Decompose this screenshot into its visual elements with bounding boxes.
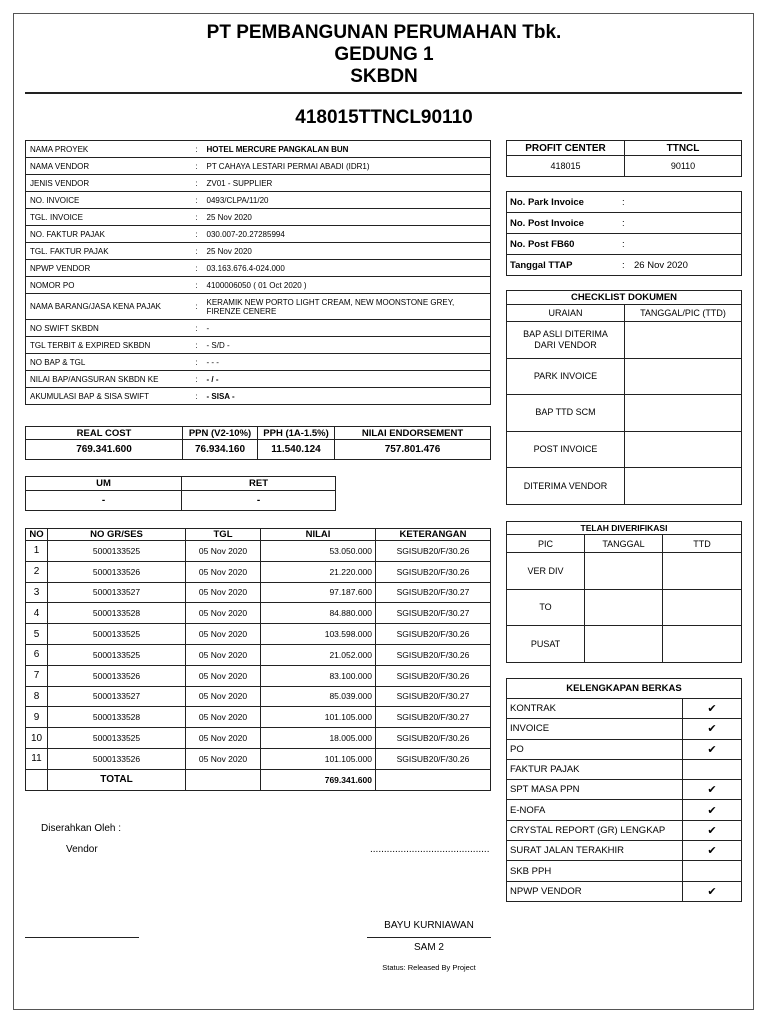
verifikasi-header-pic: PIC [507, 535, 585, 553]
verifikasi-row [507, 589, 742, 626]
info-value: - / - [203, 371, 491, 388]
info-colon: : [191, 243, 203, 260]
gr-row-keterangan: SGISUB20/F/30.26 [376, 644, 491, 665]
gr-header-gr: NO GR/SES [48, 529, 186, 541]
check-mark-icon[interactable]: ✔ [683, 699, 742, 719]
info-row [26, 354, 491, 371]
verifikasi-title: TELAH DIVERIFIKASI [507, 522, 742, 535]
gr-row-value: 101.105.000 [261, 707, 376, 728]
gr-header-nilai: NILAI [261, 529, 376, 541]
check-mark-icon[interactable]: ✔ [683, 800, 742, 820]
invoice-info-label: No. Post FB60 [510, 238, 575, 250]
vendor-signature-dots: ........................................... [370, 844, 490, 855]
info-row [26, 226, 491, 243]
info-label: NO BAP & TGL [26, 354, 191, 371]
gr-row [26, 686, 491, 707]
company-name: PT PEMBANGUNAN PERUMAHAN Tbk. [206, 22, 562, 43]
info-label: NAMA VENDOR [26, 158, 191, 175]
invoice-info-colon: : [622, 217, 625, 229]
kelengkapan-row [507, 820, 742, 840]
info-colon: : [191, 209, 203, 226]
gr-row-no: 5 [26, 624, 48, 645]
info-label: NOMOR PO [26, 277, 191, 294]
kelengkapan-item: CRYSTAL REPORT (GR) LENGKAP [507, 820, 683, 840]
info-label: TGL. INVOICE [26, 209, 191, 226]
ttncl-header: TTNCL [625, 141, 742, 156]
info-row [26, 209, 491, 226]
info-value: 4100006050 ( 01 Oct 2020 ) [203, 277, 491, 294]
pph-value: 11.540.124 [258, 440, 335, 460]
checklist-item: BAP ASLI DITERIMA DARI VENDOR [507, 322, 625, 359]
gr-row-number: 5000133528 [48, 707, 186, 728]
kelengkapan-row [507, 699, 742, 719]
gr-row [26, 707, 491, 728]
info-colon: : [191, 371, 203, 388]
info-label: TGL. FAKTUR PAJAK [26, 243, 191, 260]
gr-row-date: 05 Nov 2020 [186, 603, 261, 624]
info-colon: : [191, 294, 203, 320]
info-row [26, 243, 491, 260]
info-colon: : [191, 226, 203, 243]
gr-row-number: 5000133525 [48, 624, 186, 645]
info-row [26, 158, 491, 175]
gr-row-keterangan: SGISUB20/F/30.26 [376, 748, 491, 769]
info-row [26, 371, 491, 388]
gr-row-number: 5000133525 [48, 728, 186, 749]
info-value: 25 Nov 2020 [203, 243, 491, 260]
gr-row-number: 5000133525 [48, 541, 186, 562]
verifikasi-date-cell[interactable] [585, 626, 663, 663]
gr-row-value: 83.100.000 [261, 665, 376, 686]
signature-line-right [367, 937, 491, 938]
ttncl-value: 90110 [625, 156, 742, 177]
gr-row-keterangan: SGISUB20/F/30.27 [376, 707, 491, 728]
verifikasi-header-ttd: TTD [663, 535, 742, 553]
invoice-info-label: No. Post Invoice [510, 217, 584, 229]
diserahkan-label: Diserahkan Oleh : [41, 823, 122, 834]
invoice-info-colon: : [622, 196, 625, 208]
kelengkapan-row [507, 719, 742, 739]
gr-row-keterangan: SGISUB20/F/30.27 [376, 582, 491, 603]
gr-row-keterangan: SGISUB20/F/30.26 [376, 624, 491, 645]
gr-row-no: 2 [26, 561, 48, 582]
verifikasi-pic: VER DIV [507, 553, 585, 590]
info-value: 03.163.676.4-024.000 [203, 260, 491, 277]
kelengkapan-row [507, 800, 742, 820]
invoice-info-row [507, 192, 742, 213]
checklist-item: POST INVOICE [507, 431, 625, 468]
gr-header-tgl: TGL [186, 529, 261, 541]
check-mark-icon[interactable]: ✔ [683, 780, 742, 800]
kelengkapan-item: KONTRAK [507, 699, 683, 719]
kelengkapan-item: INVOICE [507, 719, 683, 739]
gr-row-value: 21.220.000 [261, 561, 376, 582]
gr-row-number: 5000133526 [48, 748, 186, 769]
kelengkapan-item: SURAT JALAN TERAKHIR [507, 841, 683, 861]
gr-row-number: 5000133527 [48, 686, 186, 707]
info-label: NPWP VENDOR [26, 260, 191, 277]
info-value: - [203, 320, 491, 337]
signature-line-left [25, 937, 139, 938]
gr-row-value: 53.050.000 [261, 541, 376, 562]
signer-name: BAYU KURNIAWAN [384, 920, 474, 931]
status-text: Status: Released By Project [382, 963, 476, 972]
profit-center-table [506, 140, 742, 177]
gr-row-date: 05 Nov 2020 [186, 582, 261, 603]
checklist-item: PARK INVOICE [507, 358, 625, 395]
invoice-info-table [506, 191, 742, 276]
verifikasi-pic: PUSAT [507, 626, 585, 663]
checklist-item: DITERIMA VENDOR [507, 468, 625, 505]
cost-header: PPN (V2-10%) [183, 427, 258, 440]
gr-row [26, 748, 491, 769]
checklist-title: CHECKLIST DOKUMEN [507, 291, 742, 305]
verifikasi-pic: TO [507, 589, 585, 626]
signer-title: SAM 2 [413, 942, 444, 953]
checklist-signature-cell[interactable] [625, 322, 742, 359]
info-label: AKUMULASI BAP & SISA SWIFT [26, 388, 191, 405]
checklist-item: BAP TTD SCM [507, 395, 625, 432]
gr-row-number: 5000133528 [48, 603, 186, 624]
invoice-info-label: Tanggal TTAP [510, 259, 573, 271]
invoice-info-row [507, 255, 742, 276]
ppn-value: 76.934.160 [183, 440, 258, 460]
header-divider [25, 92, 742, 94]
invoice-info-colon: : [622, 259, 625, 271]
verifikasi-row [507, 553, 742, 590]
checklist-row [507, 468, 742, 505]
gr-row-value: 84.880.000 [261, 603, 376, 624]
gr-row-no: 8 [26, 686, 48, 707]
gr-row-date: 05 Nov 2020 [186, 644, 261, 665]
invoice-info-row [507, 234, 742, 255]
checklist-row [507, 395, 742, 432]
gr-row [26, 728, 491, 749]
cost-table [25, 426, 491, 460]
gr-row-date: 05 Nov 2020 [186, 728, 261, 749]
kelengkapan-row [507, 881, 742, 901]
gr-row-value: 85.039.000 [261, 686, 376, 707]
total-value: 769.341.600 [261, 769, 376, 790]
kelengkapan-item: SKB PPH [507, 861, 683, 881]
info-label: NAMA BARANG/JASA KENA PAJAK [26, 294, 191, 320]
check-mark-icon[interactable] [683, 759, 742, 779]
info-colon: : [191, 388, 203, 405]
checklist-row [507, 358, 742, 395]
check-mark-icon[interactable]: ✔ [683, 739, 742, 759]
gr-row-date: 05 Nov 2020 [186, 665, 261, 686]
kelengkapan-title: KELENGKAPAN BERKAS [507, 679, 742, 699]
gr-row-no: 4 [26, 603, 48, 624]
um-value: - [26, 491, 182, 511]
um-header: UM [26, 477, 182, 491]
info-row [26, 388, 491, 405]
info-value: 0493/CLPA/11/20 [203, 192, 491, 209]
cost-header: PPH (1A-1.5%) [258, 427, 335, 440]
info-value: 25 Nov 2020 [203, 209, 491, 226]
gr-row-no: 1 [26, 541, 48, 562]
gr-row [26, 644, 491, 665]
gr-row-keterangan: SGISUB20/F/30.26 [376, 541, 491, 562]
info-row [26, 320, 491, 337]
kelengkapan-item: FAKTUR PAJAK [507, 759, 683, 779]
vendor-label: Vendor [66, 844, 98, 855]
kelengkapan-row [507, 759, 742, 779]
gr-header-no: NO [26, 529, 48, 541]
info-label: JENIS VENDOR [26, 175, 191, 192]
gr-row [26, 624, 491, 645]
kelengkapan-item: NPWP VENDOR [507, 881, 683, 901]
checklist-signature-cell[interactable] [625, 468, 742, 505]
doc-code: 418015TTNCL90110 [295, 107, 473, 128]
info-colon: : [191, 320, 203, 337]
check-mark-icon[interactable] [683, 861, 742, 881]
real-cost-value: 769.341.600 [26, 440, 183, 460]
checklist-signature-cell[interactable] [625, 431, 742, 468]
checklist-signature-cell[interactable] [625, 395, 742, 432]
gr-row-value: 18.005.000 [261, 728, 376, 749]
checklist-header-tanggal: TANGGAL/PIC (TTD) [625, 305, 742, 322]
info-label: NAMA PROYEK [26, 141, 191, 158]
gr-row-number: 5000133526 [48, 561, 186, 582]
check-mark-icon[interactable]: ✔ [683, 881, 742, 901]
check-mark-icon[interactable]: ✔ [683, 719, 742, 739]
endorsement-value: 757.801.476 [335, 440, 491, 460]
kelengkapan-item: PO [507, 739, 683, 759]
gr-row-value: 97.187.600 [261, 582, 376, 603]
invoice-info-label: No. Park Invoice [510, 196, 584, 208]
gr-row [26, 561, 491, 582]
gr-row [26, 541, 491, 562]
gr-row-number: 5000133526 [48, 665, 186, 686]
verifikasi-ttd-cell[interactable] [663, 589, 742, 626]
gr-row-date: 05 Nov 2020 [186, 624, 261, 645]
gr-row-number: 5000133527 [48, 582, 186, 603]
gr-row-no: 11 [26, 748, 48, 769]
um-ret-table [25, 476, 336, 511]
verifikasi-header-tanggal: TANGGAL [585, 535, 663, 553]
gr-row-value: 21.052.000 [261, 644, 376, 665]
info-value: ZV01 - SUPPLIER [203, 175, 491, 192]
checklist-table [506, 290, 742, 505]
checklist-signature-cell[interactable] [625, 358, 742, 395]
gr-row-number: 5000133525 [48, 644, 186, 665]
info-label: TGL TERBIT & EXPIRED SKBDN [26, 337, 191, 354]
info-value: HOTEL MERCURE PANGKALAN BUN [203, 141, 491, 158]
gr-row-date: 05 Nov 2020 [186, 541, 261, 562]
gr-row-date: 05 Nov 2020 [186, 707, 261, 728]
gr-row-date: 05 Nov 2020 [186, 748, 261, 769]
cost-header: REAL COST [26, 427, 183, 440]
info-row [26, 277, 491, 294]
verifikasi-ttd-cell[interactable] [663, 626, 742, 663]
gr-row-keterangan: SGISUB20/F/30.26 [376, 728, 491, 749]
kelengkapan-table [506, 678, 742, 902]
kelengkapan-row [507, 841, 742, 861]
info-colon: : [191, 192, 203, 209]
info-label: NO SWIFT SKBDN [26, 320, 191, 337]
info-row [26, 141, 491, 158]
info-colon: : [191, 277, 203, 294]
gr-table [25, 528, 491, 791]
gr-row-no: 9 [26, 707, 48, 728]
info-colon: : [191, 175, 203, 192]
ret-value: - [182, 491, 336, 511]
info-value: KERAMIK NEW PORTO LIGHT CREAM, NEW MOONSTONE GREY, FIRENZE CENERE [203, 294, 491, 320]
building-name: GEDUNG 1 [334, 44, 434, 65]
profit-center-header: PROFIT CENTER [507, 141, 625, 156]
info-colon: : [191, 260, 203, 277]
checklist-row [507, 431, 742, 468]
checklist-row [507, 322, 742, 359]
kelengkapan-row [507, 780, 742, 800]
info-colon: : [191, 158, 203, 175]
info-colon: : [191, 354, 203, 371]
gr-row-no: 10 [26, 728, 48, 749]
gr-row-no: 7 [26, 665, 48, 686]
invoice-info-row [507, 213, 742, 234]
gr-row-keterangan: SGISUB20/F/30.27 [376, 603, 491, 624]
info-colon: : [191, 337, 203, 354]
gr-row-keterangan: SGISUB20/F/30.26 [376, 665, 491, 686]
gr-row [26, 603, 491, 624]
gr-row-no: 6 [26, 644, 48, 665]
info-row [26, 337, 491, 354]
doc-type: SKBDN [350, 66, 418, 87]
gr-row-date: 05 Nov 2020 [186, 686, 261, 707]
info-value: - S/D - [203, 337, 491, 354]
total-label: TOTAL [48, 769, 186, 790]
gr-row-no: 3 [26, 582, 48, 603]
kelengkapan-row [507, 861, 742, 881]
invoice-info-colon: : [622, 238, 625, 250]
gr-row-date: 05 Nov 2020 [186, 561, 261, 582]
gr-row [26, 665, 491, 686]
info-value: - - - [203, 354, 491, 371]
info-value: - SISA - [203, 388, 491, 405]
verifikasi-row [507, 626, 742, 663]
gr-row-keterangan: SGISUB20/F/30.27 [376, 686, 491, 707]
info-row [26, 175, 491, 192]
verifikasi-table [506, 521, 742, 663]
info-row [26, 192, 491, 209]
verifikasi-ttd-cell[interactable] [663, 553, 742, 590]
gr-row [26, 582, 491, 603]
info-table [25, 140, 491, 405]
cost-header: NILAI ENDORSEMENT [335, 427, 491, 440]
info-row [26, 260, 491, 277]
info-value: 030.007-20.27285994 [203, 226, 491, 243]
verifikasi-date-cell[interactable] [585, 553, 663, 590]
invoice-info-value: 26 Nov 2020 [634, 259, 688, 271]
checklist-header-uraian: URAIAN [507, 305, 625, 322]
ret-header: RET [182, 477, 336, 491]
info-label: NILAI BAP/ANGSURAN SKBDN KE [26, 371, 191, 388]
info-label: NO. INVOICE [26, 192, 191, 209]
gr-header-keterangan: KETERANGAN [376, 529, 491, 541]
kelengkapan-item: E-NOFA [507, 800, 683, 820]
gr-row-value: 103.598.000 [261, 624, 376, 645]
verifikasi-date-cell[interactable] [585, 589, 663, 626]
info-row [26, 294, 491, 320]
kelengkapan-row [507, 739, 742, 759]
kelengkapan-item: SPT MASA PPN [507, 780, 683, 800]
info-value: PT CAHAYA LESTARI PERMAI ABADI (IDR1) [203, 158, 491, 175]
info-colon: : [191, 141, 203, 158]
profit-center-value: 418015 [507, 156, 625, 177]
info-label: NO. FAKTUR PAJAK [26, 226, 191, 243]
check-mark-icon[interactable]: ✔ [683, 820, 742, 840]
check-mark-icon[interactable]: ✔ [683, 841, 742, 861]
gr-row-keterangan: SGISUB20/F/30.26 [376, 561, 491, 582]
gr-row-value: 101.105.000 [261, 748, 376, 769]
